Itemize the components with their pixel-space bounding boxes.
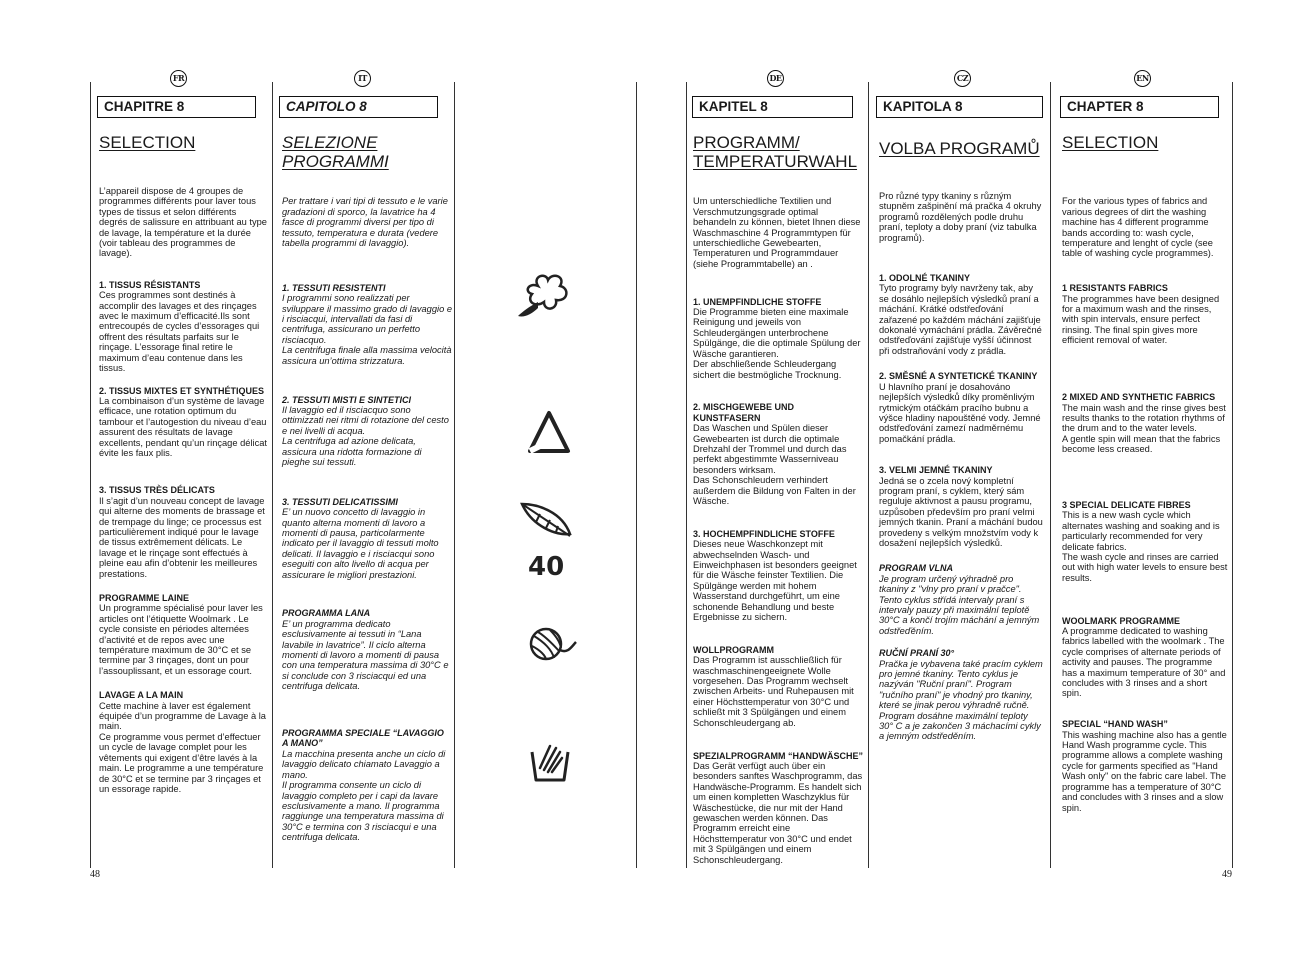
paragraph-heading: 3. TESSUTI DELICATISSIMI: [282, 496, 398, 507]
column-body: [693, 186, 863, 885]
paragraph-text: Pro různé typy tkaniny s různým stupněm zašpinění má pračka 4 okruhy programů rozdělených podle druhu praní, teploty a doby praní (viz tabulka programů).: [879, 191, 1042, 243]
paragraph-heading: PROGRAM VLNA: [879, 563, 953, 574]
paragraph-heading: 3. VELMI JEMNÉ TKANINY: [879, 465, 993, 476]
paragraph-text: Un programme spécialisé pour laver les articles ont l’étiquette Woolmark . Le cycle consiste en périodes alternées d’activité et de repos avec une température maximum de 30°C et se termine par 3 rinçages, dont un pour l’assouplissant, et un essorage court.: [99, 603, 263, 676]
paragraph-text: Jedná se o zcela nový kompletní program praní, s cyklem, který sám reguluje aktivnost a pausu programu, uzpůsoben především pro praní velmi jemných tkanin. Praní a máchání budou provedeny s velkým množstvím vody k dosažení nejlepších výsledků.: [879, 475, 1043, 548]
paragraph-text: Je program určený výhradně pro tkaniny z "vlny pro praní v pračce". Tento cyklus střídá intervaly praní s intervaly pauzy při maximální teplotě 30°C a končí trojím máchání a jemným odstřeďěním.: [879, 573, 1040, 636]
paragraph-text: Die Programme bieten eine maximale Reinigung und jeweils von Schleudergängen unterbrochene Spülgänge, die die optimale Spülung der Wäsche garantieren. Der abschließende Schleudergang sichert die bestmögliche Trocknung.: [693, 307, 861, 380]
language-badge: IT: [354, 70, 371, 87]
paragraph-heading: 1. UNEMPFINDLICHE STOFFE: [693, 296, 822, 307]
paragraph-heading: 3 SPECIAL DELICATE FIBRES: [1062, 499, 1191, 510]
paragraph-heading: WOOLMARK PROGRAMME: [1062, 615, 1180, 626]
paragraph-text: This is a new wash cycle which alternates washing and soaking and is particularly recommended for very delicate fabrics. The wash cycle and rinses are carried out with high water levels to ensure best results.: [1062, 510, 1228, 583]
column-rule: [1232, 82, 1233, 868]
section-title: SELECTION: [99, 133, 196, 152]
paragraph-text: Dieses neue Waschkonzept mit abwechselnden Wasch- und Einweichphasen ist besonders geeignet für die Wäsche feinster Textilien. Die Spülgänge werden mit hohem Wasserstand durchgeführt, um eine schonende Behandlung und beste Ergebnisse zu sichern.: [693, 539, 857, 623]
paragraph-heading: 1. TISSUS RÉSISTANTS: [99, 279, 201, 290]
language-badge: EN: [1134, 70, 1151, 87]
paragraph-text: L’appareil dispose de 4 groupes de programmes différents pour laver tous types de tissus et selon différents degrés de salissure en attribuant au type de lavage, la température et la durée (voir tableau des programmes de lavage).: [99, 186, 267, 259]
paragraph-text: Um unterschiedliche Textilien und Verschmutzungsgrade optimal behandeln zu können, bietet Ihnen diese Waschmaschine 4 Programmtypen für unterschiedliche Gewebearten, Temperaturen und Programmdauer (siehe Programmtabelle) an .: [693, 196, 861, 269]
column-body: [99, 186, 267, 804]
paragraph-text: This washing machine also has a gentle Hand Wash programme cycle. This programme allows a complete washing cycle for garments specified as "Hand Wash only" on the fabric care label. The programme has a temperature of 30°C and concludes with 3 rinses and a slow spin.: [1062, 729, 1227, 813]
section-title: SELEZIONE PROGRAMMI: [282, 133, 389, 171]
page-number-left: 48: [90, 869, 100, 880]
paragraph-text: Das Gerät verfügt auch über ein besonders sanftes Waschprogramm, das Handwäsche-Programm. Es handelt sich um einen kompletten Waschzyklus für Wäschestücke, die nur mit der Hand gewaschen werden können. Das Programm erreicht eine Höchsttemperatur von 30°C und endet mit 3 Spülgängen und einem Schonschleudergang.: [693, 760, 863, 865]
paragraph-text: La macchina presenta anche un ciclo di lavaggio delicato chiamato Lavaggio a mano. Il programma consente un ciclo di lavaggio completo per i capi da lavare esclusivamente a mano. Il programma raggiunge una temperatura massima di 30°C e termina con 3 risciacqui e una centrifuga delicata.: [282, 748, 446, 843]
paragraph-heading: 2. SMĚSNÉ A SYNTETICKÉ TKANINY: [879, 371, 1038, 382]
paragraph-heading: WOLLPROGRAMM: [693, 644, 774, 655]
paragraph-heading: SPECIAL “HAND WASH”: [1062, 719, 1168, 730]
section-title: VOLBA PROGRAMŮ: [879, 139, 1040, 158]
paragraph-heading: 2. MISCHGEWEBE UND KUNSTFASERN: [693, 402, 795, 423]
synthetic-triangle-icon: [526, 408, 572, 458]
paragraph-heading: PROGRAMME LAINE: [99, 593, 189, 603]
paragraph-text: Das Programm ist ausschließlich für waschmaschinengeeignete Wolle vorgesehen. Das Programm wechselt zwischen Arbeits- und Ruhepausen mit einer Höchsttemperatur von 30°C und schließt mit 3 Spülgängen und einem Schonschleudergang ab.: [693, 655, 854, 728]
paragraph-heading: PROGRAMMA LANA: [282, 608, 371, 619]
paragraph-heading: PROGRAMMA SPECIALE “LAVAGGIO A MANO”: [282, 728, 444, 749]
paragraph-heading: LAVAGE A LA MAIN: [99, 690, 184, 701]
column-rule: [1050, 82, 1051, 868]
paragraph-text: The programmes have been designed for a maximum wash and the rinses, with spin intervals, ensure perfect rinsing. The final spin gives more efficient removal of water.: [1062, 293, 1220, 346]
paragraph-heading: 2. TISSUS MIXTES ET SYNTHÉTIQUES: [99, 385, 265, 396]
language-badge: FR: [170, 70, 187, 87]
paragraph-text: Ces programmes sont destinés à accomplir des lavages et des rinçages avec le maximum d’efficacité.Ils sont entrecoupés de cycles d’essorages qui offrent des résultats parfaits sur le rinçage. L’essorage final retire le maximum d’eau contenue dans les tissus.: [99, 290, 260, 374]
temperature-label: 40: [528, 552, 565, 582]
column-rule: [272, 82, 273, 868]
paragraph-text: For the various types of fabrics and various degrees of dirt the washing machine has 4 different programme bands according to: wash cycle, temperature and lenght of cycle (see table of washing cycle programmes).: [1062, 196, 1214, 259]
page-gutter-rule: [636, 82, 637, 868]
wool-ball-icon: [524, 620, 578, 668]
paragraph-text: A programme dedicated to washing fabrics labelled with the woolmark . The cycle comprises of alternate periods of activity and pauses. The programme has a maximum temperature of 30° and concludes with 3 rinses and a short spin.: [1062, 626, 1226, 699]
paragraph-heading: RUČNÍ PRANÍ 30°: [879, 648, 955, 659]
column-rule: [686, 82, 687, 868]
paragraph-heading: 1 RESISTANTS FABRICS: [1062, 283, 1168, 294]
paragraph-heading: 3. HOCHEMPFINDLICHE STOFFE: [693, 528, 835, 539]
section-title: PROGRAMM/ TEMPERATURWAHL: [693, 133, 858, 171]
column-body: [1062, 186, 1229, 833]
paragraph-heading: 2 MIXED AND SYNTHETIC FABRICS: [1062, 392, 1216, 403]
delicate-feather-icon: [518, 500, 574, 542]
chapter-heading: KAPITOLA 8: [876, 96, 1043, 118]
paragraph-text: U hlavního praní je dosahováno nejlepších výsledků díky proměnlivým rytmickým otáčkám pracího bubnu a výšce hladiny napouštěné vody. Jemné odstřeďování zamezí nadměrnému pomačkání prádla.: [879, 381, 1041, 444]
chapter-heading: CAPITOLO 8: [279, 96, 438, 118]
paragraph-text: Il lavaggio ed il risciacquo sono ottimizzati nei ritmi di rotazione del cesto e nei livelli di acqua. La centrifuga ad azione delicata, assicura una ridotta formazione di pieghe sui tessuti.: [282, 404, 449, 467]
paragraph-heading: SPEZIALPROGRAMM “HANDWÄSCHE”: [693, 750, 863, 761]
paragraph-heading: 2. TESSUTI MISTI E SINTETICI: [282, 394, 412, 405]
paragraph-text: Il s’agit d’un nouveau concept de lavage qui alterne des moments de brassage et de trempage du linge; ce processus est particulièrement indiqué pour le lavage de tissus extrêmement délicats. Le lavage et le rinçage sont effectués à pleine eau afin d’obtenir les meilleures prestations.: [99, 495, 265, 579]
paragraph-text: Cette machine à laver est également équipée d’un programme de Lavage à la main. Ce programme vous permet d’effectuer un cycle de lavage complet pour les vêtements qui exigent d’être lavés à la main. Le programme a une température de 30°C et se termine par 3 rinçages et un essorage rapide.: [99, 700, 266, 794]
chapter-heading: CHAPITRE 8: [97, 96, 256, 118]
cotton-flower-icon: [516, 272, 574, 322]
paragraph-text: Pračka je vybavena také pracím cyklem pro jemné tkaniny. Tento cyklus je nazýván "Ruční praní". Program "ručního praní" je vhodný pro tkaniny, které se jinak perou výhradně ručně. Program dosáhne maximální teploty 30° C a je zakončen 3 máchacími cykly a jemným odstředěním.: [879, 658, 1043, 742]
paragraph-text: Per trattare i vari tipi di tessuto e le varie gradazioni di sporco, la lavatrice ha 4 fasce di programmi diversi per tipo di tessuto, temperatura e durata (vedere tabella programmi di lavaggio).: [282, 196, 448, 249]
language-badge: DE: [767, 70, 784, 87]
paragraph-text: The main wash and the rinse gives best results thanks to the rotation rhythms of the drum and to the water levels. A gentle spin will mean that the fabrics become less creased.: [1062, 402, 1226, 455]
paragraph-heading: 3. TISSUS TRÈS DÉLICATS: [99, 485, 215, 496]
paragraph-text: Das Waschen und Spülen dieser Gewebearten ist durch die optimale Drehzahl der Trommel und durch das perfekt abgestimmte Wasserniveau besonders wirksam. Das Schonschleudern verhindert außerdem die Bildung von Falten in der Wäsche.: [693, 423, 856, 506]
paragraph-heading: 1. TESSUTI RESISTENTI: [282, 282, 386, 293]
column-rule: [90, 82, 91, 868]
hand-wash-icon: [526, 738, 574, 786]
chapter-heading: CHAPTER 8: [1060, 96, 1219, 118]
column-rule: [868, 82, 869, 868]
paragraph-heading: 1. ODOLNÉ TKANINY: [879, 273, 971, 284]
page-number-right: 49: [1222, 869, 1232, 880]
section-title: SELECTION: [1062, 133, 1159, 152]
chapter-heading: KAPITEL 8: [692, 96, 853, 118]
paragraph-text: I programmi sono realizzati per sviluppare il massimo grado di lavaggio e i risciacqui, intervallati da fasi di centrifuga, assicurano un perfetto risciacquo. La centrifuga finale alla massima velocità assicura un’ottima strizzatura.: [282, 293, 453, 366]
paragraph-text: E’ un programma dedicato esclusivamente ai tessuti in “Lana lavabile in lavatrice”. Il ciclo alterna momenti di lavoro a momenti di pausa con una temperatura massima di 30°C e si conclude con 3 risciacqui ed una centrifuga delicata.: [282, 618, 449, 692]
column-body: [879, 191, 1043, 752]
paragraph-text: La combinaison d’un système de lavage efficace, une rotation optimum du tambour et l’autogestion du niveau d’eau assurent des résultats de lavage excellents, pendant qu’un rinçage délicat évite les faux plis.: [99, 395, 267, 458]
language-badge: CZ: [954, 70, 971, 87]
column-rule: [454, 82, 455, 868]
paragraph-text: Tyto programy byly navrženy tak, aby se dosáhlo nejlepších výsledků praní a máchání. Krátké odstřeďování zařazené po každém máchání zajišťuje dokonalé vymáchání prádla. Závěrečné odstřeďování zajišťuje vyšší účinnost při odstraňování vody z prádla.: [879, 283, 1042, 356]
column-body: [282, 186, 452, 863]
paragraph-text: E’ un nuovo concetto di lavaggio in quanto alterna momenti di lavoro a momenti di pausa, particolarmente indicato per il lavaggio di tessuti molto delicati. Il lavaggio e i risciacqui sono eseguiti con alto livello di acqua per assicurare le migliori prestazioni.: [282, 507, 439, 580]
